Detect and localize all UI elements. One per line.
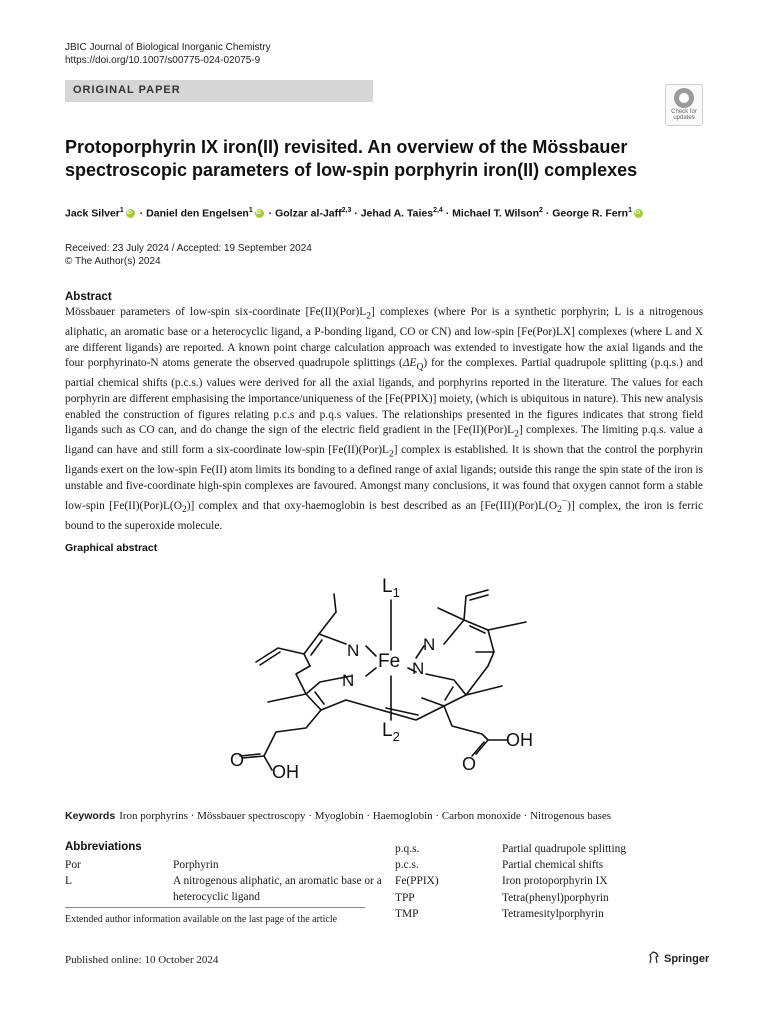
abbreviations-right-list — [395, 841, 715, 922]
published-online-date: Published online: 10 October 2024 — [65, 954, 219, 966]
nitrogen-atom-label: N — [412, 659, 425, 678]
orcid-icon[interactable] — [634, 209, 643, 218]
author-separator: · — [542, 207, 553, 220]
abbreviation-definition: Porphyrin — [173, 859, 219, 871]
author-separator: · — [136, 207, 147, 220]
journal-name: JBIC Journal of Biological Inorganic Chemistry — [65, 42, 271, 53]
author-affiliation: 2 — [539, 207, 543, 214]
author-separator: · — [351, 207, 361, 220]
nitrogen-atom-label: N — [347, 641, 360, 660]
axial-ligand-bottom-label: $L_2$ — [382, 720, 400, 744]
journal-header — [65, 41, 271, 67]
received-accepted-dates: Received: 23 July 2024 / Accepted: 19 September 2024 — [65, 243, 312, 254]
author-name[interactable]: George R. Fern — [552, 207, 629, 220]
abbreviation-definition: Iron protoporphyrin IX — [502, 875, 608, 888]
copyright-line: © The Author(s) 2024 — [65, 256, 161, 267]
nitrogen-atom-label: N — [342, 671, 355, 690]
abbreviation-term: p.q.s. — [395, 843, 420, 855]
publisher-logo — [648, 951, 709, 965]
abbreviation-row — [395, 857, 715, 873]
oxygen-atom-label: O — [462, 754, 477, 774]
graphical-abstract-heading: Graphical abstract — [65, 542, 158, 554]
springer-horse-icon — [648, 951, 660, 964]
abbreviation-row — [395, 873, 715, 889]
abbreviation-term: L — [65, 875, 72, 888]
abbreviation-row — [65, 873, 385, 905]
check-for-updates-line2: updates — [673, 115, 695, 121]
keywords-line — [65, 809, 611, 823]
keywords-label: Keywords — [65, 810, 116, 822]
abbreviation-row — [395, 906, 715, 922]
article-type-label: ORIGINAL PAPER — [73, 84, 181, 96]
author-affiliation: 2,3 — [341, 207, 352, 214]
author-name[interactable]: Daniel den Engelsen — [146, 207, 249, 220]
orcid-icon[interactable] — [126, 209, 135, 218]
hydroxyl-label: OH — [272, 762, 299, 782]
author-affiliation: 2,4 — [433, 207, 443, 214]
orcid-icon[interactable] — [255, 209, 264, 218]
oxygen-atom-label: O — [230, 750, 245, 770]
article-dates — [65, 242, 312, 268]
abbreviation-row — [395, 841, 715, 857]
author-separator: · — [265, 207, 276, 220]
nitrogen-atom-label: N — [423, 635, 436, 654]
abbreviation-definition: Partial quadrupole splitting — [502, 843, 627, 855]
author-name[interactable]: Golzar al-Jaff — [275, 207, 342, 220]
abbreviation-definition: Partial chemical shifts — [502, 859, 604, 872]
author-affiliation: 1 — [248, 207, 253, 214]
abbreviation-term: p.c.s. — [395, 859, 419, 872]
author-affiliation: 1 — [628, 207, 633, 214]
doi-link[interactable]: https://doi.org/10.1007/s00775-024-02075-9 — [65, 55, 261, 66]
check-for-updates-icon — [674, 88, 694, 108]
abbreviation-term: Por — [65, 859, 81, 871]
abbreviation-term: Fe(PPIX) — [395, 875, 439, 888]
author-name[interactable]: Jack Silver — [65, 207, 120, 220]
abbreviation-term: TMP — [395, 907, 419, 920]
axial-ligand-top-label: $L_1$ — [382, 576, 400, 600]
abstract-text: Mössbauer parameters of low-spin six-coordinate $[Fe(II)(Por)L_2]$ complexes (where Por is a synthetic porphyrin; L is a nitrogenous aliphatic, an aromatic base or a heterocyclic ligand, a P-bonding ligand, CO or CN) and low-spin [Fe(Por)LX] complexes (where L and X are different ligands) are reported. A known point charge calculation approach was extended to investigate how the axial ligands and the four porphyrinato-N atoms generate the observed quadrupole splittings $(\Delta E_Q)$ for the complexes. Partial quadrupole splitting (p.q.s.) and partial chemical shifts (p.c.s.) values were derived for all the axial ligands, and porphyrins reported in the literature. The values for each porphyrin are different emphasising the importance/uniqueness of the [Fe(PPIX)] moiety, (which is ubiquitous in nature). This new analysis enabled the construction of figures relating p.c.s and p.q.s values. The relationships presented in the figures indicates that strong field ligands such as CO can, and do change the sign of the electric field gradient in the $[Fe(II)(Por)L_2]$ complexes. The limiting p.q.s. value a ligand can have and still form a six-coordinate low-spin $[Fe(II)(Por)L_2]$ complex is established. It is shown that the control the porphyrin ligands exert on the low-spin Fe(II) atom limits its bonding to a defined range of axial ligands; outside this range the spin state of the iron is unstable and five-coordinate high-spin complexes are favoured. Amongst many conclusions, it was found that oxygen cannot form a stable low-spin $[Fe(II)(Por)L(O_2)]$ complex and that oxy-haemoglobin is best described as an $[Fe(III)(Por)L(O_2^-)]$ complex, the iron is ferric bound to the superoxide molecule. — [65, 306, 704, 532]
publisher-name: Springer — [664, 953, 710, 965]
article-type-banner — [65, 80, 373, 102]
abbreviation-row — [395, 890, 715, 906]
check-for-updates-button[interactable] — [665, 84, 703, 126]
author-list — [65, 204, 745, 221]
footnote-divider — [65, 907, 365, 908]
abbreviations-heading: Abbreviations — [65, 841, 142, 853]
hydroxyl-label: OH — [506, 730, 533, 750]
author-affiliation: 1 — [119, 207, 124, 214]
check-for-updates-line1: Check for — [671, 109, 697, 115]
keywords-text: Iron porphyrins · Mössbauer spectroscopy · Myoglobin · Haemoglobin · Carbon monoxide · Nitrogenous bases — [119, 810, 612, 822]
iron-atom-label: Fe — [378, 651, 401, 672]
protoporphyrin-structure-diagram — [226, 570, 566, 790]
author-separator: · — [442, 207, 453, 220]
abbreviation-definition: Tetra(phenyl)porphyrin — [502, 891, 609, 904]
article-title: Protoporphyrin IX iron(II) revisited. An overview of the Mössbauer spectroscopic parameters of low-spin porphyrin iron(II) complexes — [65, 137, 638, 180]
abbreviation-term: TPP — [395, 891, 415, 904]
abbreviation-row — [65, 857, 385, 873]
extended-author-footnote: Extended author information available on the last page of the article — [65, 914, 338, 925]
author-name[interactable]: Michael T. Wilson — [452, 207, 539, 220]
abbreviation-definition: Tetramesitylporphyrin — [502, 907, 604, 920]
author-name[interactable]: Jehad A. Taies — [360, 207, 434, 220]
abstract-heading: Abstract — [65, 291, 112, 303]
abbreviation-definition: A nitrogenous aliphatic, an aromatic base or a heterocyclic ligand — [173, 875, 382, 904]
abbreviations-left-list — [65, 857, 385, 906]
